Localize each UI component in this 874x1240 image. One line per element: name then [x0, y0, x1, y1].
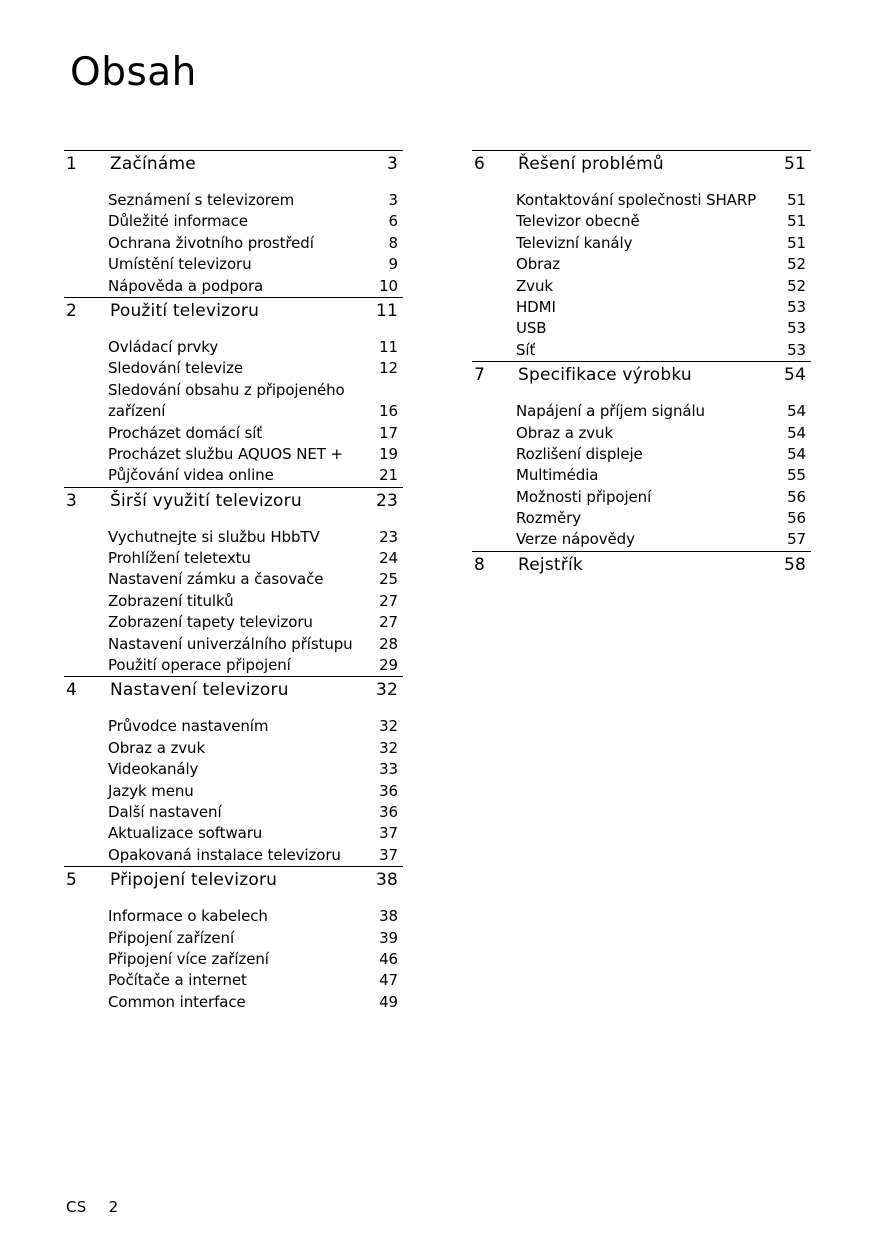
entry-page: 23 — [379, 527, 398, 546]
toc-chapter-3 — [64, 487, 403, 677]
entry-title: Použití operace připojení — [108, 656, 291, 675]
toc-entry[interactable] — [472, 401, 811, 422]
toc-chapter-1 — [64, 150, 403, 297]
entry-title: Průvodce nastavením — [108, 717, 269, 736]
entry-page: 19 — [379, 444, 398, 463]
entry-title: Zobrazení titulků — [108, 591, 234, 610]
toc-entry[interactable] — [64, 276, 403, 297]
entry-title: Ochrana životního prostředí — [108, 233, 314, 252]
chapter-heading[interactable] — [64, 677, 403, 704]
entry-title: Informace o kabelech — [108, 907, 268, 926]
toc-entry[interactable] — [64, 423, 403, 444]
chapter-heading[interactable] — [64, 867, 403, 894]
entry-page: 51 — [787, 212, 806, 231]
toc-chapter-8 — [472, 551, 811, 579]
entry-title: Možnosti připojení — [516, 487, 652, 506]
entry-page: 9 — [388, 255, 398, 274]
chapter-page: 38 — [375, 870, 398, 891]
toc-entry[interactable] — [64, 655, 403, 676]
entry-title: Sledování obsahu z připojeného — [108, 380, 345, 399]
toc-entry[interactable] — [64, 906, 403, 927]
chapter-number: 6 — [474, 154, 486, 174]
entry-title: Vychutnejte si službu HbbTV — [108, 527, 320, 546]
entry-page: 21 — [379, 466, 398, 485]
toc-entry[interactable] — [64, 190, 403, 211]
chapter-number: 7 — [474, 365, 486, 386]
chapter-page: 51 — [783, 154, 806, 174]
toc-entry[interactable] — [472, 190, 811, 211]
entry-title: Síť — [516, 340, 536, 359]
entry-title: Obraz a zvuk — [516, 423, 614, 442]
entry-title: Umístění televizoru — [108, 255, 252, 274]
entry-page: 28 — [379, 634, 398, 653]
entry-title-cont: zařízení — [108, 402, 166, 421]
chapter-heading[interactable] — [472, 552, 811, 579]
toc-entry[interactable] — [472, 444, 811, 465]
toc-entry[interactable] — [64, 759, 403, 780]
chapter-number: 8 — [474, 554, 486, 575]
toc-entry[interactable] — [64, 928, 403, 949]
toc-left-column — [64, 150, 403, 1013]
toc-entry[interactable] — [472, 297, 811, 318]
chapter-heading[interactable] — [64, 298, 403, 325]
entry-title: Ovládací prvky — [108, 337, 219, 356]
toc-entry[interactable] — [64, 949, 403, 970]
entry-page: 6 — [388, 212, 398, 231]
chapter-title: Připojení televizoru — [110, 870, 278, 891]
toc-entry[interactable] — [64, 781, 403, 802]
footer-page-number: 2 — [108, 1198, 119, 1216]
toc-entry[interactable] — [64, 970, 403, 991]
entry-title: Multimédia — [516, 466, 599, 485]
toc-entry[interactable] — [472, 254, 811, 275]
toc-entry[interactable] — [64, 802, 403, 823]
toc-entry[interactable] — [64, 548, 403, 569]
entry-page: 12 — [379, 359, 398, 378]
entry-title: Půjčování videa online — [108, 466, 274, 485]
chapter-number: 3 — [66, 490, 78, 511]
entry-page: 52 — [787, 276, 806, 295]
entry-title: Procházet službu AQUOS NET + — [108, 444, 343, 463]
toc-entry[interactable] — [64, 634, 403, 655]
entry-page: 27 — [379, 613, 398, 632]
toc-entry[interactable] — [64, 233, 403, 254]
entry-page: 54 — [787, 423, 806, 442]
toc-entry[interactable] — [472, 340, 811, 361]
entry-title: Nastavení zámku a časovače — [108, 570, 324, 589]
entry-page: 37 — [379, 845, 398, 864]
entry-page: 17 — [379, 423, 398, 442]
toc-entry[interactable] — [64, 337, 403, 358]
entry-title: Verze nápovědy — [516, 530, 635, 549]
chapter-number: 1 — [66, 154, 78, 174]
entry-title: Rozlišení displeje — [516, 444, 643, 463]
entry-title: USB — [516, 319, 547, 338]
toc-entry-continuation[interactable] — [64, 401, 403, 422]
toc-entry[interactable] — [64, 992, 403, 1013]
entry-page: 25 — [379, 570, 398, 589]
toc-entry[interactable] — [64, 211, 403, 232]
entry-title: Zvuk — [516, 276, 553, 295]
entry-page: 11 — [379, 337, 398, 356]
entry-title: Televizor obecně — [516, 212, 640, 231]
chapter-page: 58 — [783, 554, 806, 575]
entry-page: 16 — [379, 402, 398, 421]
entry-title: Napájení a příjem signálu — [516, 402, 705, 421]
footer-language: CS — [66, 1198, 87, 1216]
entry-page: 10 — [379, 276, 398, 295]
entry-title: Jazyk menu — [108, 781, 194, 800]
toc-chapter-5 — [64, 866, 403, 1013]
toc-entry[interactable] — [64, 591, 403, 612]
chapter-number: 5 — [66, 870, 78, 891]
toc-entry[interactable] — [64, 444, 403, 465]
toc-entry[interactable] — [64, 527, 403, 548]
entry-title: Nápověda a podpora — [108, 276, 264, 295]
entry-title: Seznámení s televizorem — [108, 191, 295, 209]
chapter-title: Nastavení televizoru — [110, 680, 289, 701]
entry-title: Rozměry — [516, 509, 581, 528]
chapter-page: 23 — [375, 490, 398, 511]
toc-entry[interactable] — [64, 612, 403, 633]
toc-entry[interactable] — [64, 716, 403, 737]
entry-page: 52 — [787, 255, 806, 274]
toc-entry[interactable] — [472, 465, 811, 486]
chapter-page: 32 — [375, 680, 398, 701]
entry-page: 53 — [787, 297, 806, 316]
toc-entry[interactable] — [472, 233, 811, 254]
toc-chapter-6 — [472, 150, 811, 361]
chapter-title: Řešení problémů — [518, 154, 664, 174]
entry-title: Připojení více zařízení — [108, 949, 269, 968]
chapter-heading[interactable] — [64, 151, 403, 178]
entry-page: 39 — [379, 928, 398, 947]
entry-page: 55 — [787, 466, 806, 485]
chapter-heading[interactable] — [472, 151, 811, 178]
toc-right-column — [472, 150, 811, 579]
entry-title: Videokanály — [108, 760, 199, 779]
entry-page: 53 — [787, 319, 806, 338]
toc-entry[interactable] — [64, 823, 403, 844]
entry-title: Zobrazení tapety televizoru — [108, 613, 313, 632]
chapter-number: 4 — [66, 680, 78, 701]
entry-page: 56 — [787, 509, 806, 528]
toc-entry[interactable] — [64, 738, 403, 759]
entry-title: Další nastavení — [108, 802, 222, 821]
entry-page: 54 — [787, 444, 806, 463]
chapter-title: Specifikace výrobku — [518, 365, 692, 386]
toc-entry[interactable] — [472, 529, 811, 550]
chapter-number: 2 — [66, 300, 78, 321]
toc-entry[interactable] — [472, 423, 811, 444]
entry-title: Sledování televize — [108, 359, 243, 378]
chapter-title: Širší využití televizoru — [110, 490, 302, 511]
entry-page: 36 — [379, 802, 398, 821]
chapter-page: 11 — [375, 300, 398, 321]
toc-entry[interactable] — [64, 380, 403, 401]
toc-chapter-7 — [472, 361, 811, 551]
entry-page: 38 — [379, 907, 398, 926]
entry-page: 32 — [379, 717, 398, 736]
entry-page: 32 — [379, 738, 398, 757]
entry-page: 27 — [379, 591, 398, 610]
entry-title: Připojení zařízení — [108, 928, 235, 947]
entry-title: Procházet domácí síť — [108, 423, 263, 442]
entry-page: 29 — [379, 656, 398, 675]
chapter-title: Začínáme — [110, 154, 196, 174]
entry-page: 54 — [787, 402, 806, 421]
chapter-page: 54 — [783, 365, 806, 386]
toc-entry[interactable] — [64, 569, 403, 590]
entry-page: 3 — [388, 191, 398, 209]
toc-entry[interactable] — [472, 487, 811, 508]
toc-entry[interactable] — [64, 254, 403, 275]
toc-entry[interactable] — [472, 508, 811, 529]
toc-entry[interactable] — [64, 465, 403, 486]
entry-page: 36 — [379, 781, 398, 800]
entry-page: 51 — [787, 191, 806, 209]
entry-page: 24 — [379, 549, 398, 568]
chapter-heading[interactable] — [64, 488, 403, 515]
entry-page: 49 — [379, 992, 398, 1011]
toc-chapter-4 — [64, 676, 403, 866]
toc-entry[interactable] — [472, 318, 811, 339]
entry-title: Kontaktování společnosti SHARP — [516, 191, 757, 209]
entry-title: HDMI — [516, 297, 556, 316]
toc-entry[interactable] — [472, 276, 811, 297]
entry-page: 33 — [379, 760, 398, 779]
page-title: Obsah — [70, 50, 197, 95]
entry-title: Aktualizace softwaru — [108, 824, 263, 843]
page-footer — [66, 1198, 140, 1216]
entry-title: Nastavení univerzálního přístupu — [108, 634, 353, 653]
toc-entry[interactable] — [64, 358, 403, 379]
entry-page: 56 — [787, 487, 806, 506]
toc-entry[interactable] — [64, 845, 403, 866]
chapter-page: 3 — [386, 154, 398, 174]
entry-page: 8 — [388, 233, 398, 252]
entry-page: 51 — [787, 233, 806, 252]
entry-page: 46 — [379, 949, 398, 968]
entry-title: Obraz a zvuk — [108, 738, 206, 757]
entry-page: 53 — [787, 340, 806, 359]
chapter-heading[interactable] — [472, 362, 811, 389]
entry-page: 37 — [379, 824, 398, 843]
entry-title: Common interface — [108, 992, 246, 1011]
entry-title: Obraz — [516, 255, 561, 274]
toc-entry[interactable] — [472, 211, 811, 232]
entry-title: Prohlížení teletextu — [108, 549, 251, 568]
entry-title: Počítače a internet — [108, 971, 247, 990]
entry-title: Televizní kanály — [516, 233, 633, 252]
toc-chapter-2 — [64, 297, 403, 487]
chapter-title: Rejstřík — [518, 554, 583, 575]
entry-title: Opakovaná instalace televizoru — [108, 845, 341, 864]
entry-title: Důležité informace — [108, 212, 248, 231]
chapter-title: Použití televizoru — [110, 300, 260, 321]
entry-page: 47 — [379, 971, 398, 990]
entry-page: 57 — [787, 530, 806, 549]
